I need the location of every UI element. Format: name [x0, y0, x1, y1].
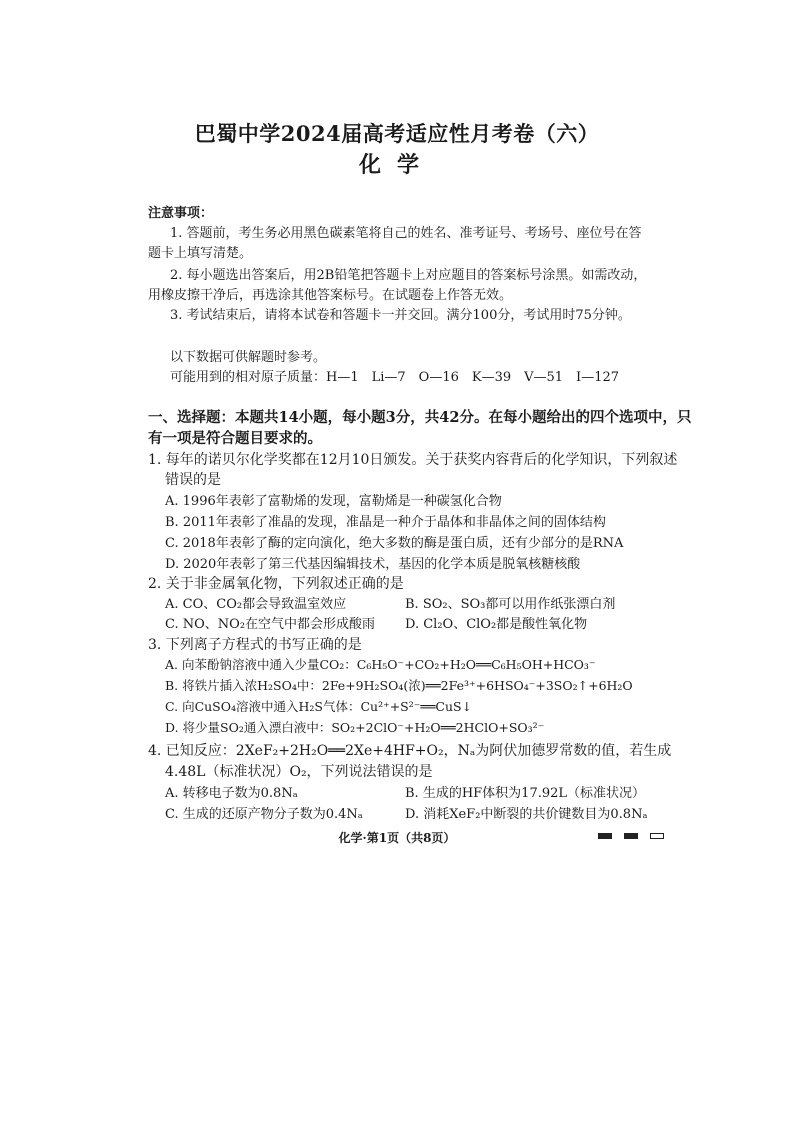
reference-intro: 以下数据可供解题时参考。 [170, 350, 327, 365]
section-heading-line2: 有一项是符合题目要求的。 [148, 430, 322, 447]
q4-option-c: C. 生成的还原产物分子数为0.4Nₐ [165, 807, 363, 822]
q4-option-b: B. 生成的HF体积为17.92L（标准状况） [405, 786, 646, 801]
q4-stem-cont: 4.48L（标准状况）O₂，下列说法错误的是 [165, 764, 433, 780]
q1-option-c: C. 2018年表彰了酶的定向演化，绝大多数的酶是蛋白质，还有少部分的是RNA [165, 536, 624, 551]
print-mark-filled-1 [598, 833, 612, 839]
notice-item-1: 1. 答题前，考生务必用黑色碳素笔将自己的姓名、准考证号、考场号、座位号在答 [170, 226, 642, 241]
q2-option-c: C. NO、NO₂在空气中都会形成酸雨 [165, 617, 376, 632]
atomic-masses: 可能用到的相对原子质量：H—1 Li—7 O—16 K—39 V—51 I—127 [170, 370, 620, 385]
q2-option-a: A. CO、CO₂都会导致温室效应 [165, 597, 347, 612]
exam-title: 巴蜀中学2024届高考适应性月考卷（六） [194, 121, 600, 146]
section-heading-line1: 一、选择题：本题共14小题，每小题3分，共42分。在每小题给出的四个选项中，只 [148, 409, 692, 426]
print-mark-open [650, 833, 664, 839]
q1-stem: 1. 每年的诺贝尔化学奖都在12月10日颁发。关于获奖内容背后的化学知识，下列叙述 [148, 452, 678, 468]
q1-option-b: B. 2011年表彰了准晶的发现，准晶是一种介于晶体和非晶体之间的固体结构 [165, 515, 606, 530]
q3-option-b: B. 将铁片插入浓H₂SO₄中：2Fe+9H₂SO₄(浓)══2Fe³⁺+6HSO₄⁻+3SO₂↑+6H₂O [165, 678, 633, 693]
notice-item-3: 3. 考试结束后，请将本试卷和答题卡一并交回。满分100分，考试用时75分钟。 [170, 308, 631, 323]
q3-option-d: D. 将少量SO₂通入漂白液中：SO₂+2ClO⁻+H₂O══2HClO+SO₃²⁻ [165, 720, 545, 735]
notice-item-1-cont: 题卡上填写清楚。 [148, 246, 253, 261]
q4-option-d: D. 消耗XeF₂中断裂的共价键数目为0.8Nₐ [405, 807, 648, 822]
q3-stem: 3. 下列离子方程式的书写正确的是 [148, 637, 362, 653]
q4-stem: 4. 已知反应：2XeF₂+2H₂O══2Xe+4HF+O₂，Nₐ为阿伏加德罗常数的值，若生成 [148, 743, 672, 759]
q2-stem: 2. 关于非金属氧化物，下列叙述正确的是 [148, 576, 404, 592]
q4-option-a: A. 转移电子数为0.8Nₐ [165, 786, 298, 801]
q1-option-a: A. 1996年表彰了富勒烯的发现，富勒烯是一种碳氢化合物 [165, 494, 502, 509]
subject-title: 化学 [358, 152, 435, 178]
notice-item-2-cont: 用橡皮擦干净后，再选涂其他答案标号。在试题卷上作答无效。 [148, 288, 513, 303]
q2-option-d: D. Cl₂O、ClO₂都是酸性氧化物 [405, 617, 588, 632]
q3-option-c: C. 向CuSO₄溶液中通入H₂S气体：Cu²⁺+S²⁻══CuS↓ [165, 699, 473, 714]
q1-option-d: D. 2020年表彰了第三代基因编辑技术，基因的化学本质是脱氧核糖核酸 [165, 557, 581, 572]
print-mark-filled-2 [624, 833, 638, 839]
notice-item-2: 2. 每小题选出答案后，用2B铅笔把答题卡上对应题目的答案标号涂黑。如需改动， [170, 268, 647, 283]
q2-option-b: B. SO₂、SO₃都可以用作纸张漂白剂 [405, 597, 616, 612]
q3-option-a: A. 向苯酚钠溶液中通入少量CO₂：C₆H₅O⁻+CO₂+H₂O══C₆H₅OH+HCO₃⁻ [165, 657, 596, 672]
notice-heading: 注意事项： [148, 206, 214, 221]
q1-stem-cont: 错误的是 [165, 472, 221, 488]
page-number: 化学·第1页（共8页） [338, 831, 456, 845]
